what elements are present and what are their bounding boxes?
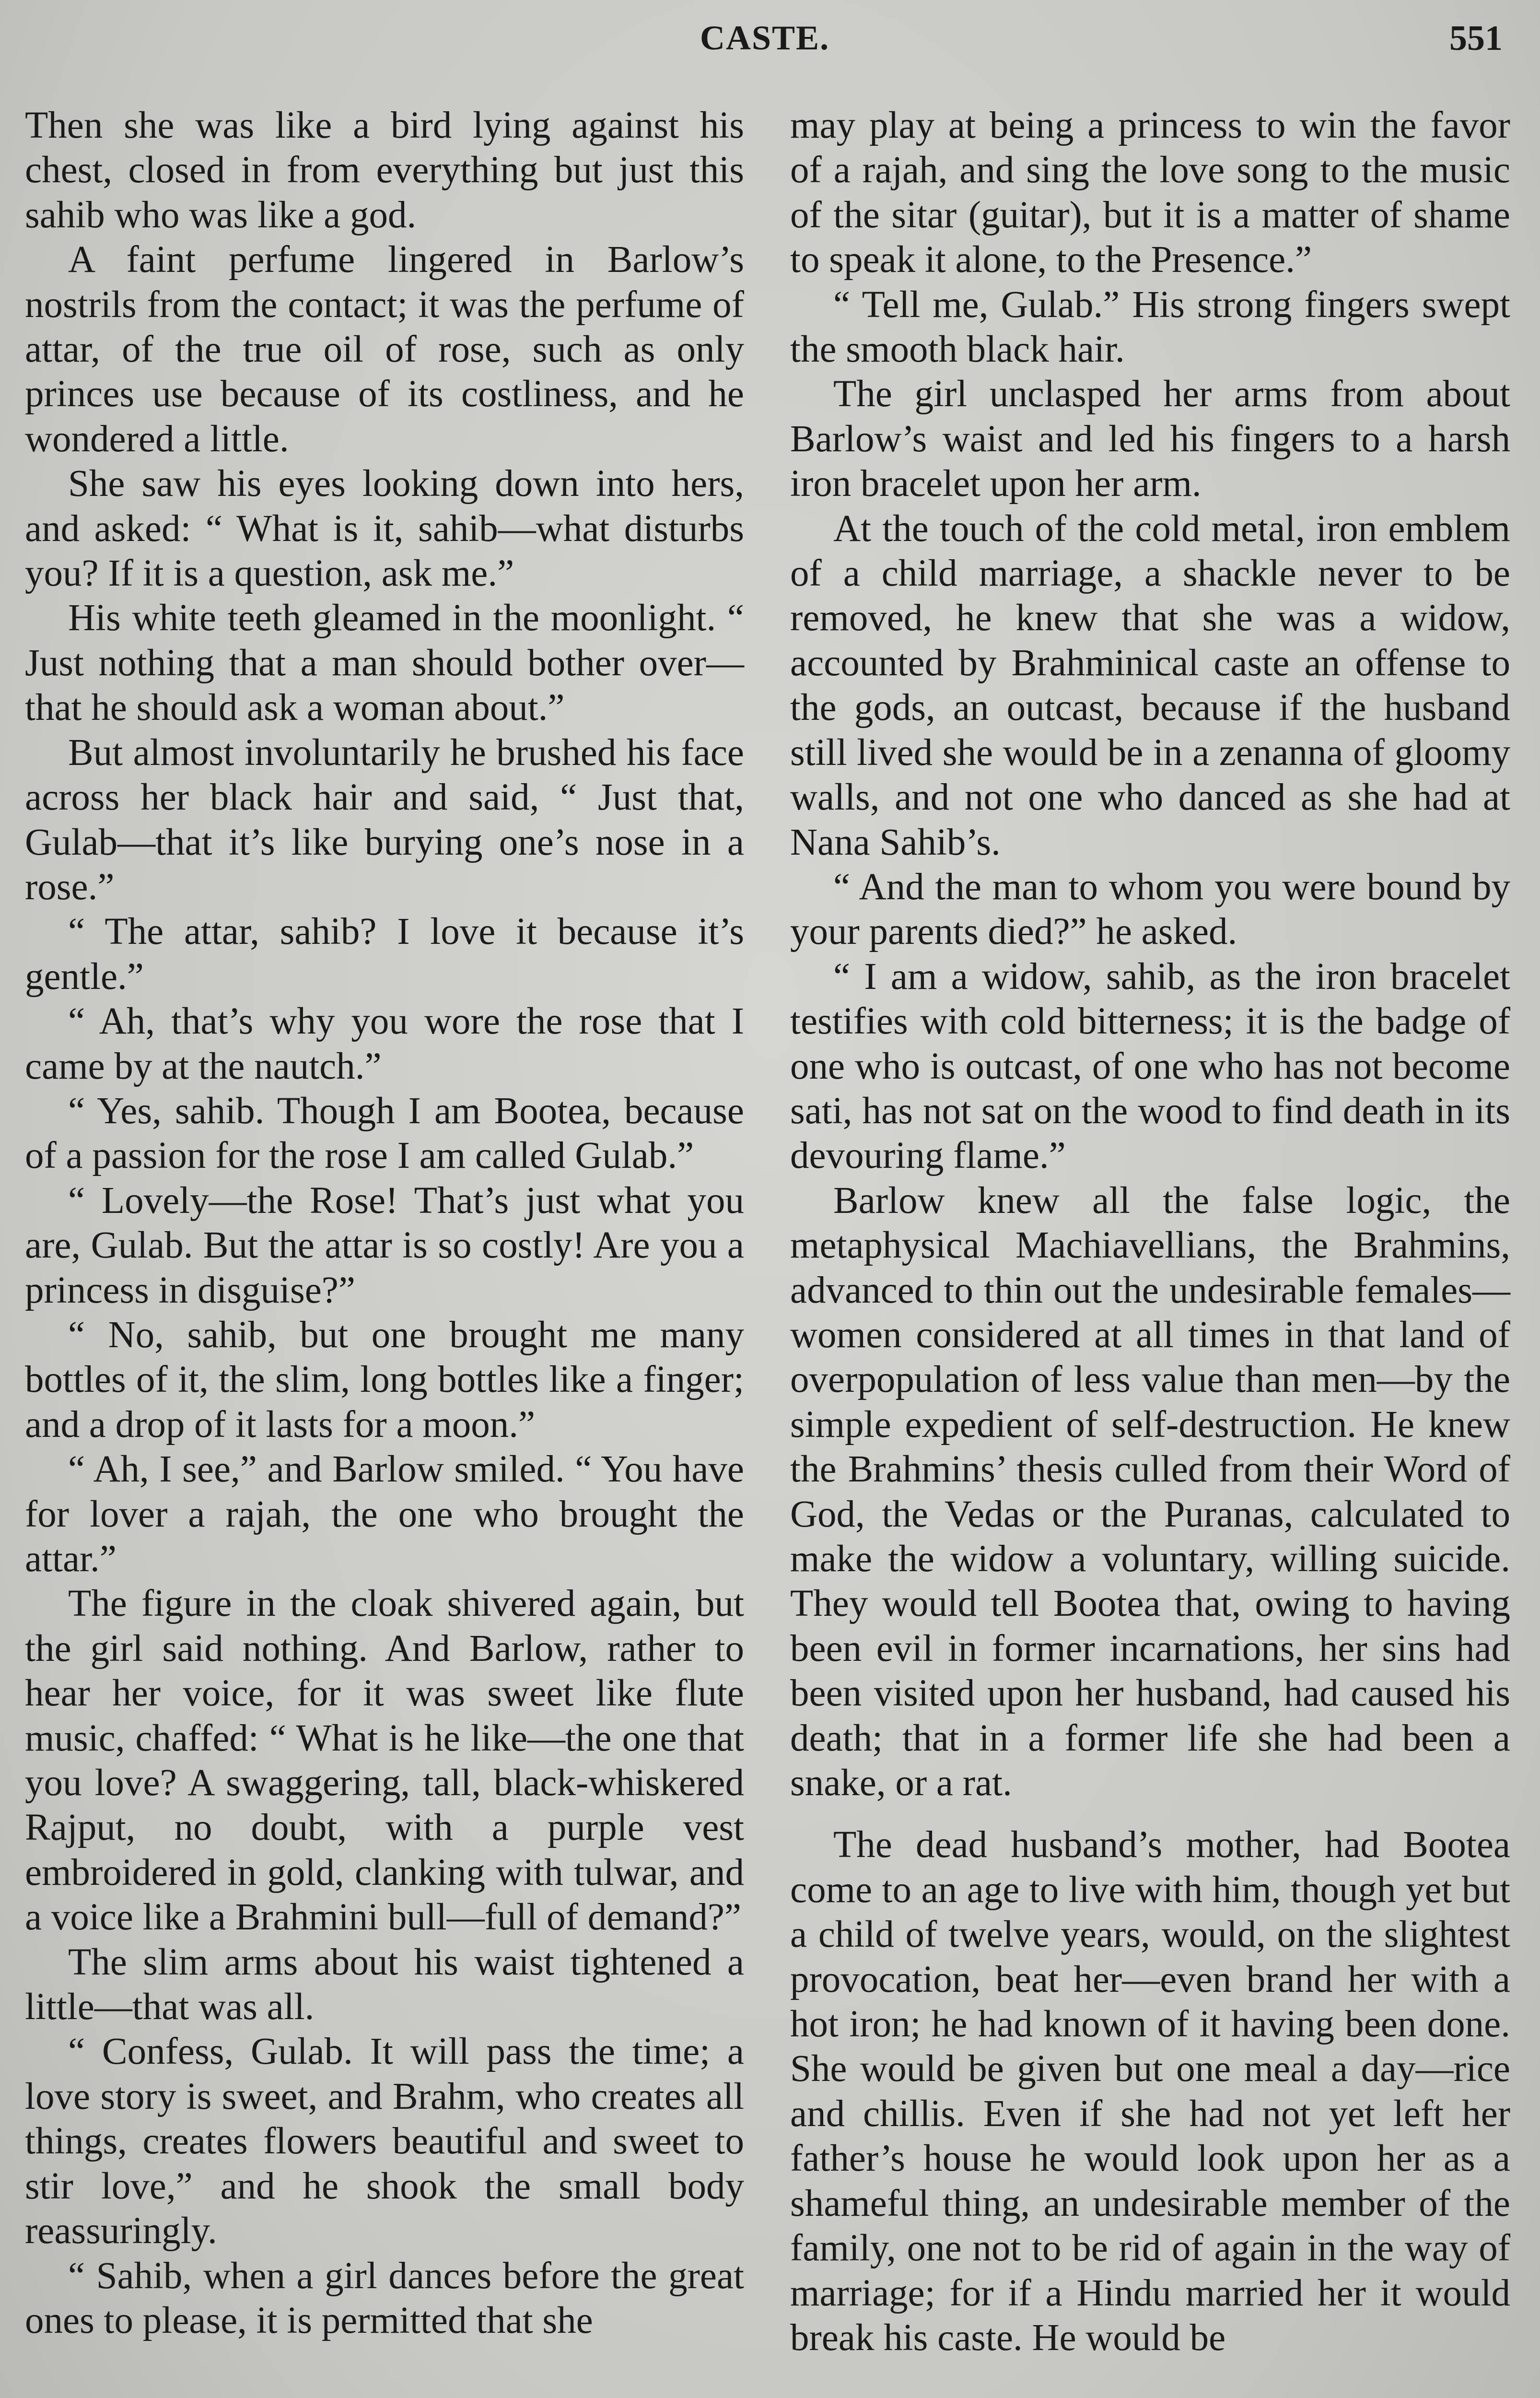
paragraph: She saw his eyes looking down into hers, and asked: “ What is it, sahib—what disturbs you? If it is a question, ask me.”	[25, 463, 744, 595]
page-number: 551	[1449, 19, 1503, 58]
paragraph: “ Lovely—the Rose! That’s just what you are, Gulab. But the attar is so costly! Are you a princess in disguise?”	[25, 1179, 744, 1311]
paragraph: “ And the man to whom you were bound by your parents died?” he asked.	[790, 866, 1510, 953]
paragraph: The figure in the cloak shivered again, but the girl said nothing. And Barlow, rather to hear her voice, for it was sweet like flute music, chaffed: “ What is he like—the one that you love? A swaggering, tall, black-whiskered Rajput, no doubt, with a purple vest embroidered in gold, clanking with tulwar, and a voice like a Brahmini bull—full of demand?”	[25, 1583, 744, 1939]
paragraph: Then she was like a bird lying against his chest, closed in from everything but just this sahib who was like a god.	[25, 105, 744, 236]
paragraph: Barlow knew all the false logic, the metaphysical Machiavellians, the Brahmins, advanced to thin out the undesirable females—women considered at all times in that land of overpopulation of less value than men—by the simple expedient of self-destruction. He knew the Brahmins’ thesis culled from their Word of God, the Vedas or the Puranas, calculated to make the widow a voluntary, willing suicide. They would tell Bootea that, owing to having been evil in former incarnations, her sins had been visited upon her husband, had caused his death; that in a former life she had been a snake, or a rat.	[790, 1179, 1510, 1804]
paragraph: “ Ah, that’s why you wore the rose that I came by at the nautch.”	[25, 1000, 744, 1087]
paragraph: But almost involuntarily he brushed his face across her black hair and said, “ Just that, Gulab—that it’s like burying one’s nose in a rose.”	[25, 731, 744, 908]
paragraph: “ Ah, I see,” and Barlow smiled. “ You have for lover a rajah, the one who brought the attar.”	[25, 1448, 744, 1580]
paragraph: “ Sahib, when a girl dances before the great ones to please, it is permitted that she	[25, 2255, 744, 2341]
paragraph: “ No, sahib, but one brought me many bottles of it, the slim, long bottles like a finger; and a drop of it lasts for a moon.”	[25, 1314, 744, 1446]
paragraph: “ I am a widow, sahib, as the iron bracelet testifies with cold bitterness; it is the badge of one who is outcast, of one who has not become sati, has not sat on the wood to find death in its devouring flame.”	[790, 955, 1510, 1177]
paragraph: The slim arms about his waist tightened a little—that was all.	[25, 1941, 744, 2028]
paragraph: His white teeth gleamed in the moonlight. “ Just nothing that a man should bother over—that he should ask a woman about.”	[25, 597, 744, 729]
paragraph: “ Yes, sahib. Though I am Bootea, because of a passion for the rose I am called Gulab.”	[25, 1090, 744, 1177]
paragraph: may play at being a princess to win the favor of a rajah, and sing the love song to the music of the sitar (guitar), but it is a matter of shame to speak it alone, to the Presence.”	[790, 105, 1510, 281]
left-text-column	[25, 103, 744, 2343]
paragraph: “ Tell me, Gulab.” His strong fingers swept the smooth black hair.	[790, 283, 1510, 371]
paragraph: The girl unclasped her arms from about Barlow’s waist and led his fingers to a harsh iron bracelet upon her arm.	[790, 373, 1510, 505]
right-text-column	[790, 103, 1510, 2360]
running-header	[0, 14, 1540, 67]
running-title: CASTE.	[700, 19, 830, 57]
paragraph: The dead husband’s mother, had Bootea come to an age to live with him, though yet but a child of twelve years, would, on the slightest provocation, beat her—even brand her with a hot iron; he had known of it having been done. She would be given but one meal a day—rice and chillis. Even if she had not yet left her father’s house he would look upon her as a shameful thing, an undesirable member of the family, one not to be rid of again in the way of marriage; for if a Hindu married her it would break his caste. He would be	[790, 1824, 1510, 2359]
paragraph: A faint perfume lingered in Barlow’s nostrils from the contact; it was the perfume of attar, of the true oil of rose, such as only princes use because of its costliness, and he wondered a little.	[25, 239, 744, 460]
paragraph: At the touch of the cold metal, iron emblem of a child marriage, a shackle never to be removed, he knew that she was a widow, accounted by Brahminical caste an offense to the gods, an outcast, because if the husband still lived she would be in a zenanna of gloomy walls, and not one who danced as she had at Nana Sahib’s.	[790, 507, 1510, 863]
paragraph: “ The attar, sahib? I love it because it’s gentle.”	[25, 911, 744, 998]
paragraph: “ Confess, Gulab. It will pass the time; a love story is sweet, and Brahm, who creates all things, creates flowers beautiful and sweet to stir love,” and he shook the small body reassuringly.	[25, 2031, 744, 2252]
